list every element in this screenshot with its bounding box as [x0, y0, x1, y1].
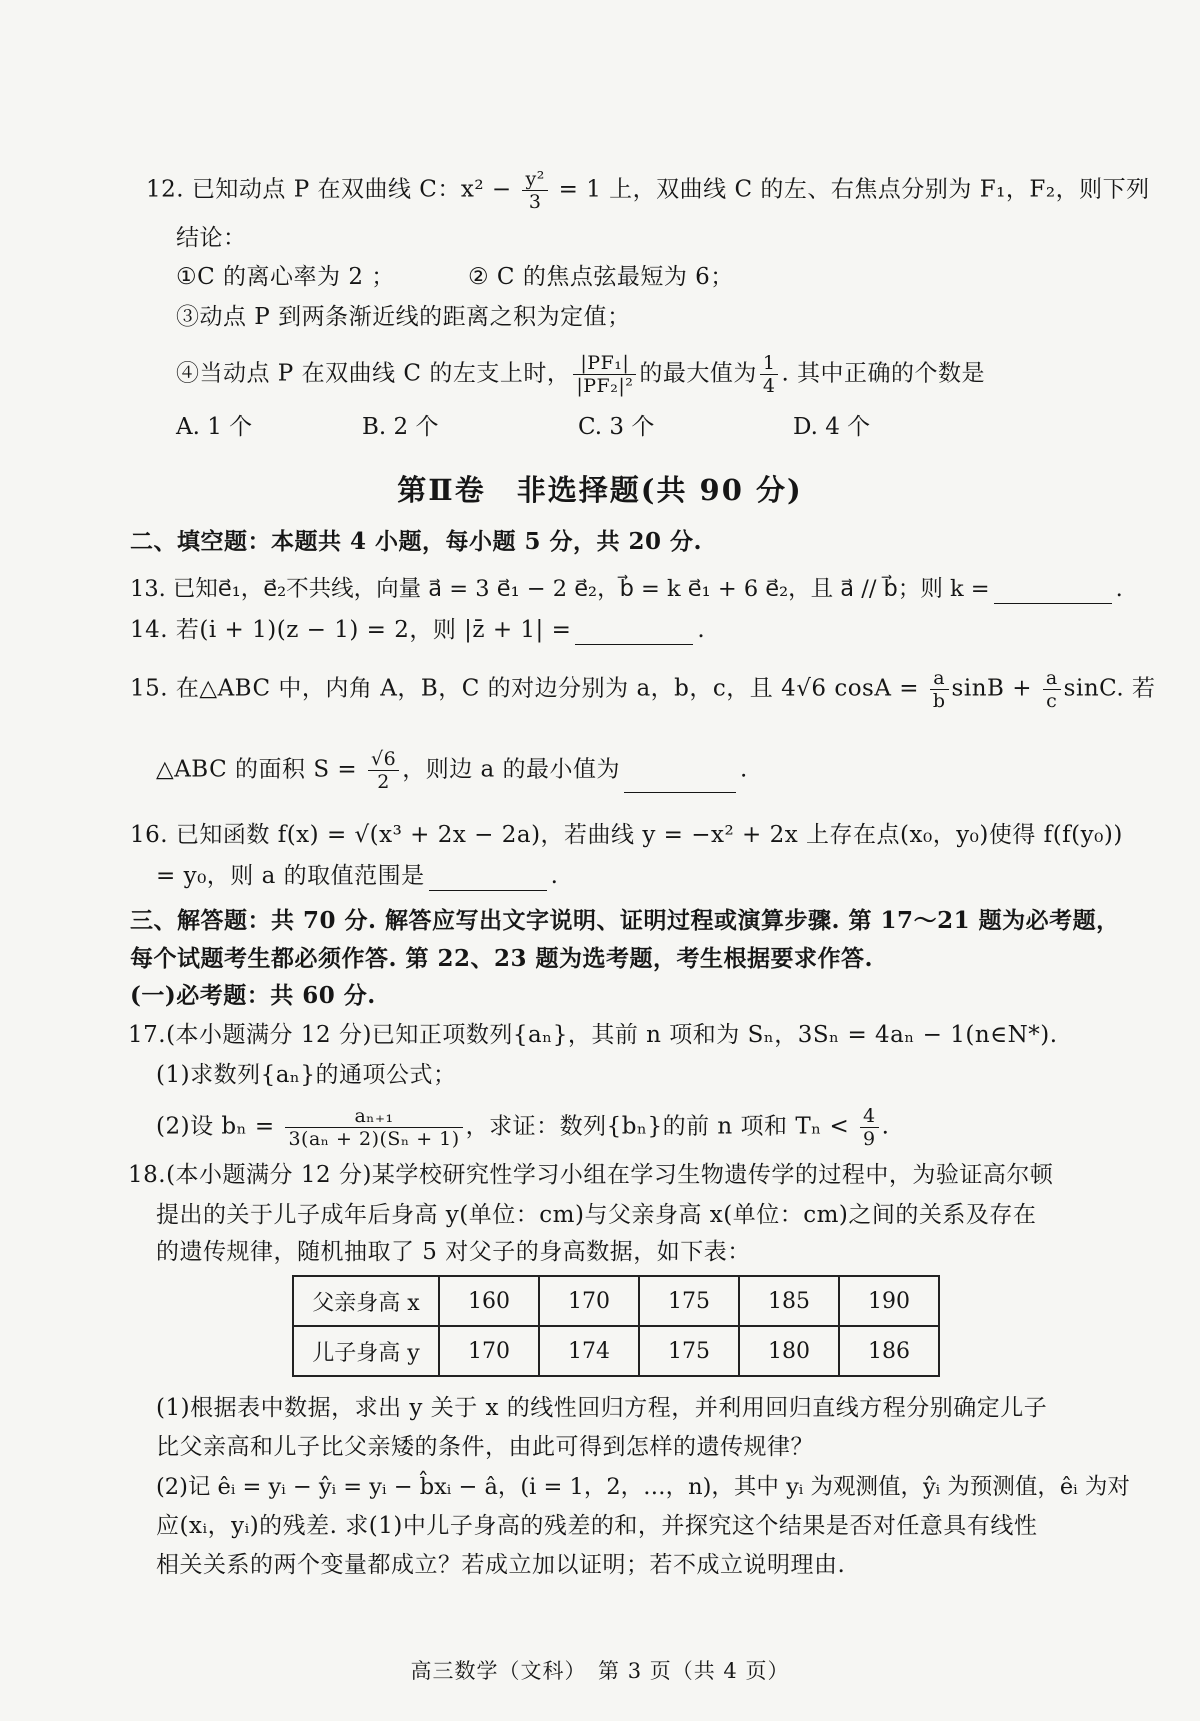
- table-row-son: [293, 1326, 939, 1376]
- q18-line3: 的遗传规律，随机抽取了 5 对父子的身高数据，如下表：: [156, 1239, 751, 1265]
- q17-bn-den: 3(aₙ + 2)(Sₙ + 1): [288, 1128, 460, 1150]
- q15-line1: [130, 667, 1156, 712]
- q12-item4-max-num: 1: [760, 352, 779, 375]
- q15-area-den: 2: [377, 771, 390, 793]
- table-cell: 174: [539, 1326, 639, 1376]
- q16-text: = y₀，则 a 的取值范围是: [156, 863, 425, 889]
- table-cell-label: 父亲身高 x: [293, 1276, 439, 1326]
- q17-bn-frac: [285, 1105, 462, 1150]
- q12-item4-frac-den: |PF₂|²: [576, 375, 634, 397]
- table-cell: 175: [639, 1326, 739, 1376]
- q18-part2-line2: 应(xᵢ，yᵢ)的残差. 求(1)中儿子身高的残差的和，并探究这个结果是否对任意具有线性: [156, 1513, 1038, 1539]
- table-cell: 170: [439, 1326, 539, 1376]
- q14-text: 14. 若(i + 1)(z − 1) = 2，则 |z̄ + 1| =: [130, 617, 572, 643]
- part2-header: 二、填空题：本题共 4 小题，每小题 5 分，共 20 分.: [130, 528, 703, 555]
- q15-frac2: [1043, 667, 1061, 712]
- q17-text-a: (2)设 bₙ =: [156, 1113, 283, 1140]
- q12-item4-text-a: ④当动点 P 在双曲线 C 的左支上时，: [176, 360, 571, 387]
- q14-answer-blank[interactable]: [575, 620, 693, 645]
- q16-line2: [156, 861, 558, 891]
- q15-end: .: [740, 756, 748, 783]
- q15-frac1-den: b: [932, 690, 946, 712]
- q15-answer-blank[interactable]: [624, 768, 736, 793]
- q13-line: [130, 574, 1123, 604]
- q17-bn-num: aₙ₊₁: [285, 1105, 462, 1128]
- q16-answer-blank[interactable]: [429, 866, 547, 891]
- q15-text-c: sinC. 若: [1063, 675, 1156, 702]
- q12-frac-num: y²: [522, 168, 547, 191]
- table-cell: 160: [439, 1276, 539, 1326]
- part3-line3: (一)必考题：共 60 分.: [130, 982, 376, 1009]
- q17-tn-num: 4: [860, 1105, 879, 1128]
- table-cell: 175: [639, 1276, 739, 1326]
- q17-text-c: .: [881, 1113, 890, 1140]
- table-row-father: [293, 1276, 939, 1326]
- q12-fraction: [522, 168, 547, 213]
- table-cell: 185: [739, 1276, 839, 1326]
- q17-line1: 17.(本小题满分 12 分)已知正项数列{aₙ}，其前 n 项和为 Sₙ，3Sₙ = 4aₙ − 1(n∈N*).: [128, 1022, 1058, 1048]
- q12-frac-den: 3: [528, 191, 542, 213]
- q12-item4: [176, 352, 985, 397]
- q12-line1: [146, 168, 1150, 213]
- q16-end: .: [550, 863, 559, 889]
- q14-end: .: [697, 617, 706, 643]
- q12-item3: ③动点 P 到两条渐近线的距离之积为定值；: [176, 304, 631, 330]
- q18-part1-line2: 比父亲高和儿子比父亲矮的条件，由此可得到怎样的遗传规律？: [156, 1434, 814, 1460]
- q15-frac1-num: a: [930, 667, 949, 690]
- q18-line1: 18.(本小题满分 12 分)某学校研究性学习小组在学习生物遗传学的过程中，为验证高尔顿: [128, 1162, 1054, 1188]
- section-title: 第Ⅱ卷 非选择题(共 90 分): [397, 473, 803, 507]
- q12-item4-text-b: 的最大值为: [639, 360, 757, 387]
- q18-part2-line3: 相关关系的两个变量都成立？若成立加以证明；若不成立说明理由.: [156, 1552, 846, 1578]
- q12-choice-d: D. 4 个: [793, 414, 871, 440]
- q15-text-e: ，则边 a 的最小值为: [402, 756, 621, 783]
- q17-tn-den: 9: [863, 1128, 876, 1150]
- q12-item4-frac-num: |PF₁|: [573, 352, 636, 375]
- table-cell-label: 儿子身高 y: [293, 1326, 439, 1376]
- table-cell: 170: [539, 1276, 639, 1326]
- q13-end: .: [1115, 576, 1123, 602]
- table-cell: 190: [839, 1276, 939, 1326]
- q15-line2: [156, 748, 748, 793]
- q12-item4-fraction: [573, 352, 636, 397]
- q18-part2-line1: (2)记 êᵢ = yᵢ − ŷᵢ = yᵢ − b̂xᵢ − â，(i = 1，2，…，n)，其中 yᵢ 为观测值，ŷᵢ 为预测值，êᵢ 为对: [156, 1474, 1130, 1500]
- q12-line2: 结论：: [176, 225, 247, 251]
- part3-line2: 每个试题考生都必须作答. 第 22、23 题为选考题，考生根据要求作答.: [130, 945, 874, 972]
- q13-text: 13. 已知e⃗₁，e⃗₂不共线，向量 a⃗ = 3 e⃗₁ − 2 e⃗₂，b⃗ = k e⃗₁ + 6 e⃗₂，且 a⃗ // b⃗；则 k =: [130, 576, 990, 602]
- q13-answer-blank[interactable]: [994, 579, 1112, 604]
- q15-frac2-den: c: [1046, 690, 1058, 712]
- q15-text-a: 15. 在△ABC 中，内角 A，B，C 的对边分别为 a，b，c，且 4√6 cosA =: [130, 675, 927, 702]
- q18-part1-line1: (1)根据表中数据，求出 y 关于 x 的线性回归方程，并利用回归直线方程分别确定儿子: [156, 1395, 1048, 1421]
- q15-text-b: sinB +: [951, 675, 1040, 702]
- q17-text-b: ，求证：数列{bₙ}的前 n 项和 Tₙ <: [465, 1113, 858, 1140]
- q17-tn-frac: [860, 1105, 879, 1150]
- q17-line3: [156, 1105, 889, 1150]
- q12-text-a: 12. 已知动点 P 在双曲线 C：x² −: [146, 176, 520, 203]
- q18-line2: 提出的关于儿子成年后身高 y(单位：cm)与父亲身高 x(单位：cm)之间的关系及存在: [156, 1202, 1037, 1228]
- q16-line1: 16. 已知函数 f(x) = √(x³ + 2x − 2a)，若曲线 y = −x² + 2x 上存在点(x₀，y₀)使得 f(f(y₀)): [130, 822, 1123, 848]
- height-data-table: [292, 1275, 940, 1377]
- q15-frac1: [930, 667, 949, 712]
- part3-line1: 三、解答题：共 70 分. 解答应写出文字说明、证明过程或演算步骤. 第 17～21 题为必考题，: [130, 907, 1120, 934]
- q12-item4-max-den: 4: [762, 375, 776, 397]
- table-cell: 180: [739, 1326, 839, 1376]
- q12-choice-a: A. 1 个: [176, 414, 253, 440]
- q12-choice-c: C. 3 个: [578, 414, 655, 440]
- q12-text-b: = 1 上，双曲线 C 的左、右焦点分别为 F₁，F₂，则下列: [550, 176, 1150, 203]
- q17-line2: (1)求数列{aₙ}的通项公式；: [156, 1062, 457, 1088]
- q12-item4-max: [760, 352, 779, 397]
- q12-item2: ② C 的焦点弦最短为 6；: [468, 264, 734, 290]
- q15-area-frac: [368, 748, 399, 793]
- q15-area-num: √6: [368, 748, 399, 771]
- q14-line: [130, 615, 705, 645]
- q12-item4-text-c: . 其中正确的个数是: [781, 360, 986, 387]
- q15-text-d: △ABC 的面积 S =: [156, 756, 365, 783]
- q12-choice-b: B. 2 个: [362, 414, 439, 440]
- table-cell: 186: [839, 1326, 939, 1376]
- q12-item1: ①C 的离心率为 2 ；: [176, 264, 395, 290]
- page-footer: 高三数学（文科） 第 3 页（共 4 页）: [410, 1659, 790, 1683]
- q15-frac2-num: a: [1043, 667, 1061, 690]
